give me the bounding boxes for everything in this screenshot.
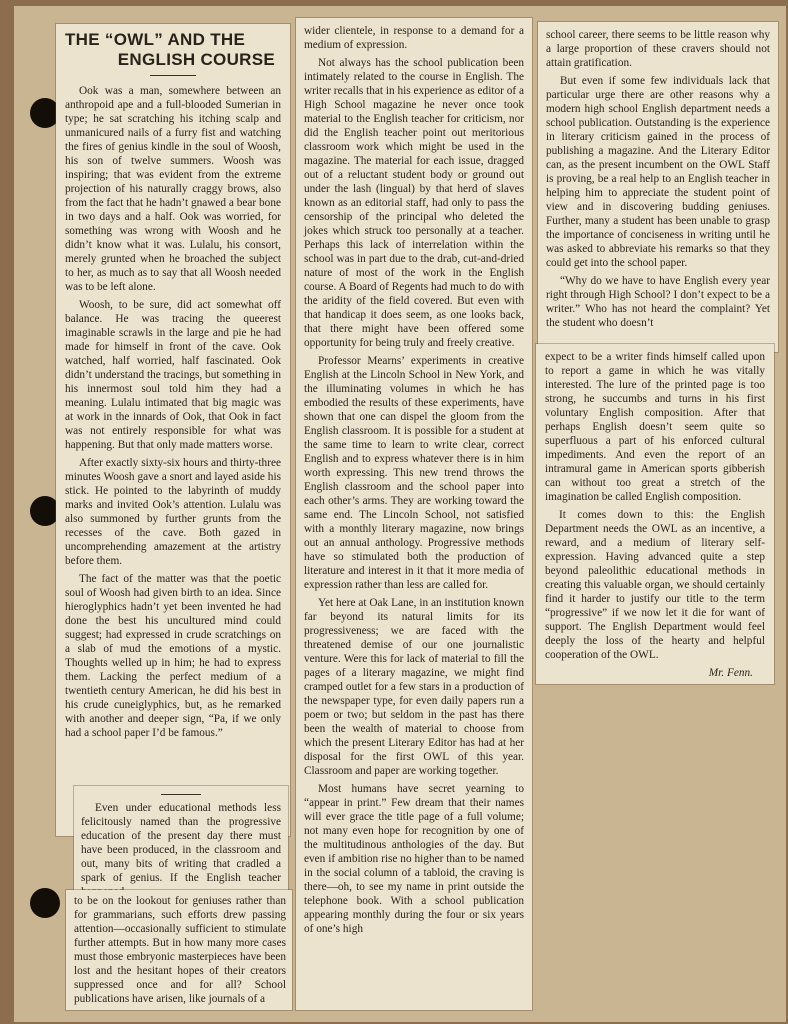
paragraph: expect to be a writer finds himself called upon to report a game in which he was vitally interested. The lure of the printed page is too strong, he succumbs and turns in his first voluntary English composition. After that perhaps English doesn’t seem quite so superfluous a part of his enforced cultural impediments. And even the report of an intramural game in American sports gibberish can without too great a stretch of the imagination be called English composition. <box>545 351 765 503</box>
section-rule <box>161 794 201 795</box>
paragraph: to be on the lookout for geniuses rather than for grammarians, such efforts drew passing attention—occasionally sufficient to stimulate further attempts. But in how many more cases must those embryonic masterpieces have been lost and the hesitant hopes of their creators suppressed once and for all? School publications have arisen, like journals of a <box>74 895 286 1005</box>
paragraph: Even under educational methods less felicitously named than the progressive education of the present day there must have been produced, in the classroom and out, many bits of writing that cradled a spark of genius. If the English teacher <box>81 802 281 884</box>
paragraph: “Why do we have to have English every year right through High School? I don’t expect to be a writer.” Who has not heard the complaint? Yet the student who doesn’t <box>546 275 770 329</box>
paragraph: Yet here at Oak Lane, in an institution known far beyond its natural limits for its progressiveness; we are faced with the threatened demise of our one journalistic venture. Were this for lack of material to fill the pages of a literary magazine, we might find cramped outlet for a few stars in a production of the newspaper type, for even daily papers run a poem or two; but seldom in the past has there been the wealth of material to choose from which the present Literary Editor has had at her disposal for the first OWL of this year. Classroom and paper are working together. <box>304 597 524 777</box>
title-line-1: THE “OWL” AND THE <box>65 30 246 49</box>
article-title <box>65 30 281 70</box>
paragraph: Ook was a man, somewhere between an anthropoid ape and a full-blooded Sumerian in type; he sat scratching his itching scalp and unmanicured nails of a furry fist and watching the fires of genius kindle in the soul of Woosh, his son of twelve summers. Woosh was inspiring; that was evident from the extreme projection of his naturally craggy brows, also from the fact that he hadn’t gnawed a bear bone in two days and a half. Ook was worried, for something was wrong with Woosh and he didn’t know what it was. Lulalu, his consort, merely grunted when he broached the subject to her, as much as to say that all Woosh needed was to be left alone. <box>65 85 281 293</box>
paragraph: Most humans have secret yearning to “appear in print.” Few dream that their names will ever grace the title page of a full volume; not many even hope for recognition by one of the multitudinous anthologies of the day. But even if ambition rise no higher than to be named in the social column of a tabloid, the craving is there—oh, to see my name in print outside the telephone book. With a school publication appearing monthly during the four or six years of one’s high <box>304 783 524 935</box>
paragraph: Woosh, to be sure, did act somewhat off balance. He was tracing the queerest imaginable scrawls in the large and pie he had made for himself in front of the cave. Ook watched, half worried, half fascinated. Ook didn’t understand the tracings, but something in his innermost soul told him they had a meaning. Lulalu intimated that big magic was at work in the innards of Ook, that Ook in fact was not entirely responsible for what was happening. But that only made matters worse. <box>65 299 281 451</box>
paragraph: Professor Mearns’ experiments in creative English at the Lincoln School in New York, and the illuminating volumes in which he has embodied the results of these experiments, have shown that one can dispel the gloom from the English classroom. It is possible for a student at the same time to learn to write clear, correct English and to express whatever there is in him worth expressing. This new trend throws the English classroom and the school paper into each other’s arms. They are working toward the same end. The Lincoln School, not satisfied with a monthly literary magazine, now brings out an annual anthology. Progressive methods have so stimulated both the production of literature and interest in it that it more media of expression rather than less are called for. <box>304 355 524 591</box>
paragraph: But even if some few individuals lack that particular urge there are other reasons why a modern high school English department needs a school publication. Outstanding is the experience in literary criticism gained in the process of publishing a magazine. And the Literary Editor can, as the present incumbent on the OWL Staff is proving, be a real help to an English teacher in helping him to appreciate the student point of view and in discovering budding geniuses. Further, many a student has been unable to grasp the importance of conciseness in writing until he was asked to abbreviate his remarks so that they could get into the school paper. <box>546 75 770 269</box>
clipping-column-1-middle <box>74 786 288 902</box>
author-signature: Mr. Fenn. <box>708 667 753 679</box>
title-line-2: ENGLISH COURSE <box>117 50 275 69</box>
scrapbook-page <box>14 6 786 1022</box>
paragraph: school career, there seems to be little reason why a large proportion of these cravers should not attain gratification. <box>546 29 770 69</box>
paragraph: wider clientele, in response to a demand for a medium of expression. <box>304 25 524 51</box>
clipping-column-1 <box>56 24 290 836</box>
paragraph: After exactly sixty-six hours and thirty-three minutes Woosh gave a snort and layed aside his stick. He pointed to the labyrinth of muddy marks and invited Ook’s attention. Lulalu was also summoned by further grunts from the recesses of the cave. Both gazed in uncomprehending amazement at the artistry before them. <box>65 457 281 567</box>
clipping-column-3-bottom <box>536 344 774 684</box>
title-rule <box>150 75 196 76</box>
clipping-column-3-top <box>538 22 778 352</box>
paragraph: Not always has the school publication been intimately related to the course in English. The writer recalls that in his experience as editor of a High School magazine he never once took material to the English teacher for criticism, nor did the English teacher point out meritorious classroom work which might be used in the magazine. The material for each issue, dragged out of a reluctant student body or ground out under the lash (lingual) by that herd of slaves known as an editorial staff, had only to pass the censorship of the principal who deleted the jokes which struck too personally at a teacher. Perhaps this lack of interrelation within the school was in part due to the drab, cut-and-dried nature of most of the work in the English course. A Board of Regents had much to do with the aridity of the field covered. But even with that handicap it does seem, as one looks back, that there might have been offered some opportunity for being truly and freely creative. <box>304 57 524 349</box>
clipping-column-2 <box>296 18 532 1010</box>
binding-hole <box>30 888 60 918</box>
paragraph: It comes down to this: the English Department needs the OWL as an incentive, a reward, and a medium of literary self-expression. Having advanced quite a step beyond paleolithic educational methods in creating this valuable organ, we should certainly find it harder to justify our title to the term “progressive” if we now let it die for want of support. The English Department would feel deeply the loss of the hearty and helpful cooperation of the OWL. <box>545 509 765 661</box>
clipping-column-1-bottom <box>66 890 292 1010</box>
paragraph: The fact of the matter was that the poetic soul of Woosh had given birth to an idea. Since hieroglyphics hadn’t yet been invented he had done the best his uncultured mind could suggest; had expressed in crude scratchings on a slab of mud the emotions of a mystic. Thoughts welled up in him; he had to express them. Lacking the perfect medium of a twentieth century American, he did his best in his crude cuneiglyphics, but, as he remarked with another and deeper sign, “Pa, if we only had a school paper I’d be famous.” <box>65 573 281 739</box>
